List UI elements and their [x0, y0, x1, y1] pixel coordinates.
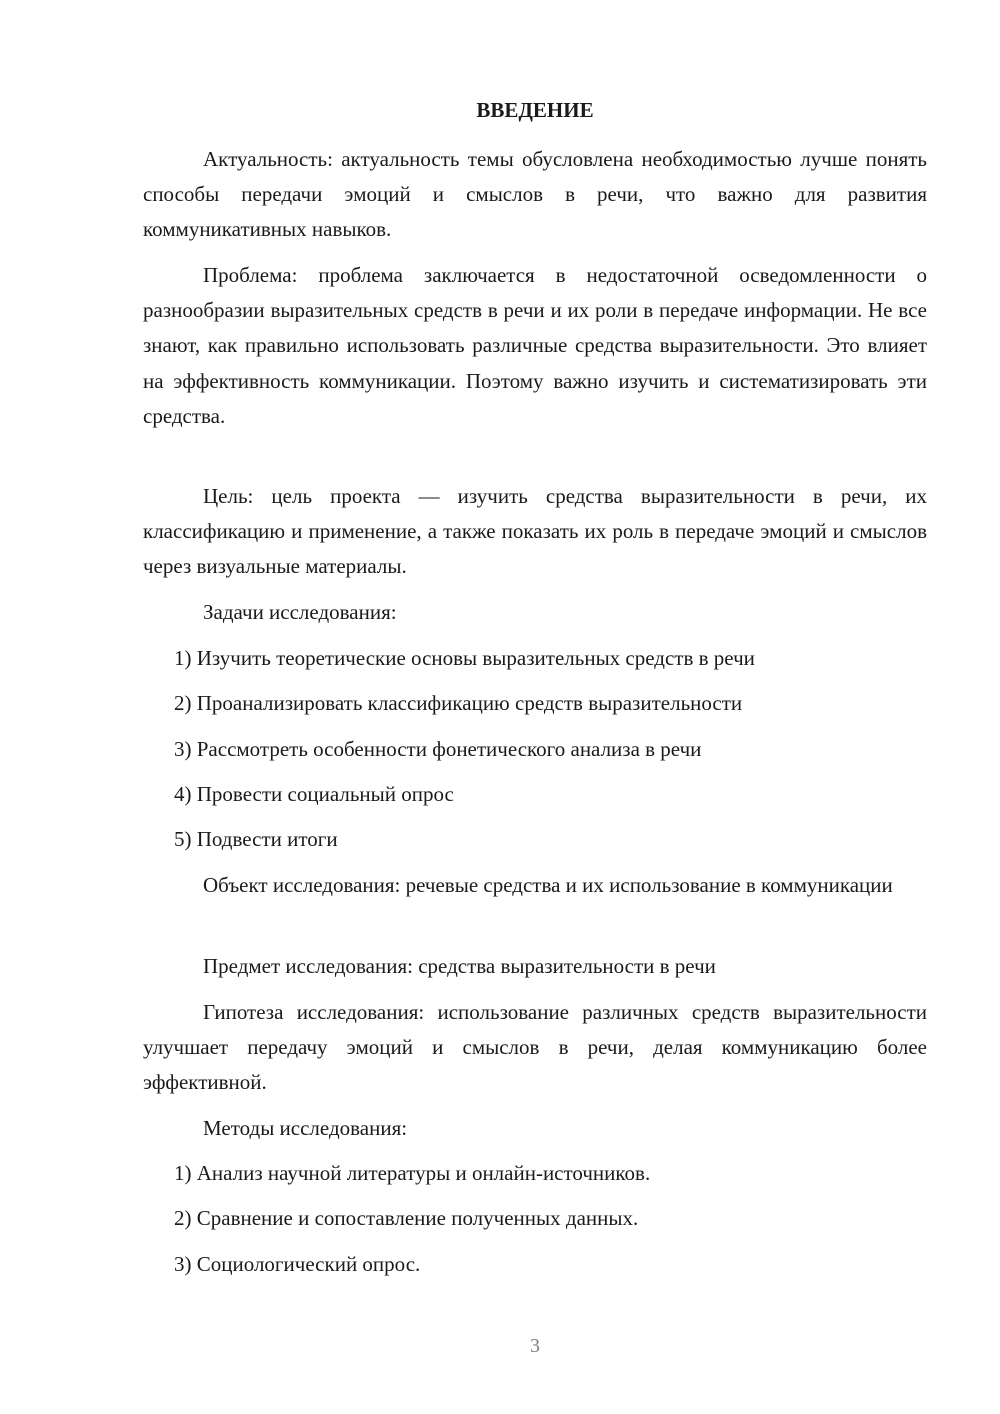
paragraph-relevance: Актуальность: актуальность темы обусловлена необходимостью лучше понять способы передачи эмоций и смыслов в речи, что важно для развития коммуникативных навыков. — [143, 147, 927, 242]
task-item: 1) Изучить теоретические основы выразительных средств в речи — [174, 646, 755, 670]
task-item: 5) Подвести итоги — [174, 827, 338, 851]
paragraph-subject: Предмет исследования: средства выразительности в речи — [203, 954, 716, 978]
task-item: 4) Провести социальный опрос — [174, 782, 454, 806]
task-item: 3) Рассмотреть особенности фонетического анализа в речи — [174, 737, 702, 761]
document-page — [143, 0, 927, 1414]
method-item: 3) Социологический опрос. — [174, 1252, 421, 1276]
page-number: 3 — [530, 1335, 540, 1357]
methods-label: Методы исследования: — [203, 1116, 408, 1140]
method-item: 1) Анализ научной литературы и онлайн-источников. — [174, 1161, 651, 1185]
paragraph-problem: Проблема: проблема заключается в недостаточной осведомленности о разнообразии выразительных средств в речи и их роли в передаче информации. Не все знают, как правильно использовать различные средства выразительности. Это влияет на эффективность коммуникации. Поэтому важно изучить и систематизировать эти средства. — [143, 263, 927, 428]
tasks-label: Задачи исследования: — [203, 600, 397, 624]
paragraph-object: Объект исследования: речевые средства и их использование в коммуникации — [203, 873, 893, 897]
task-item: 2) Проанализировать классификацию средств выразительности — [174, 691, 743, 715]
page-title: ВВЕДЕНИЕ — [476, 98, 594, 122]
method-item: 2) Сравнение и сопоставление полученных данных. — [174, 1206, 639, 1230]
paragraph-hypothesis: Гипотеза исследования: использование различных средств выразительности улучшает передачу эмоций и смыслов в речи, делая коммуникацию более эффективной. — [143, 1000, 927, 1095]
paragraph-goal: Цель: цель проекта — изучить средства выразительности в речи, их классификацию и применение, а также показать их роль в передаче эмоций и смыслов через визуальные материалы. — [143, 484, 927, 579]
